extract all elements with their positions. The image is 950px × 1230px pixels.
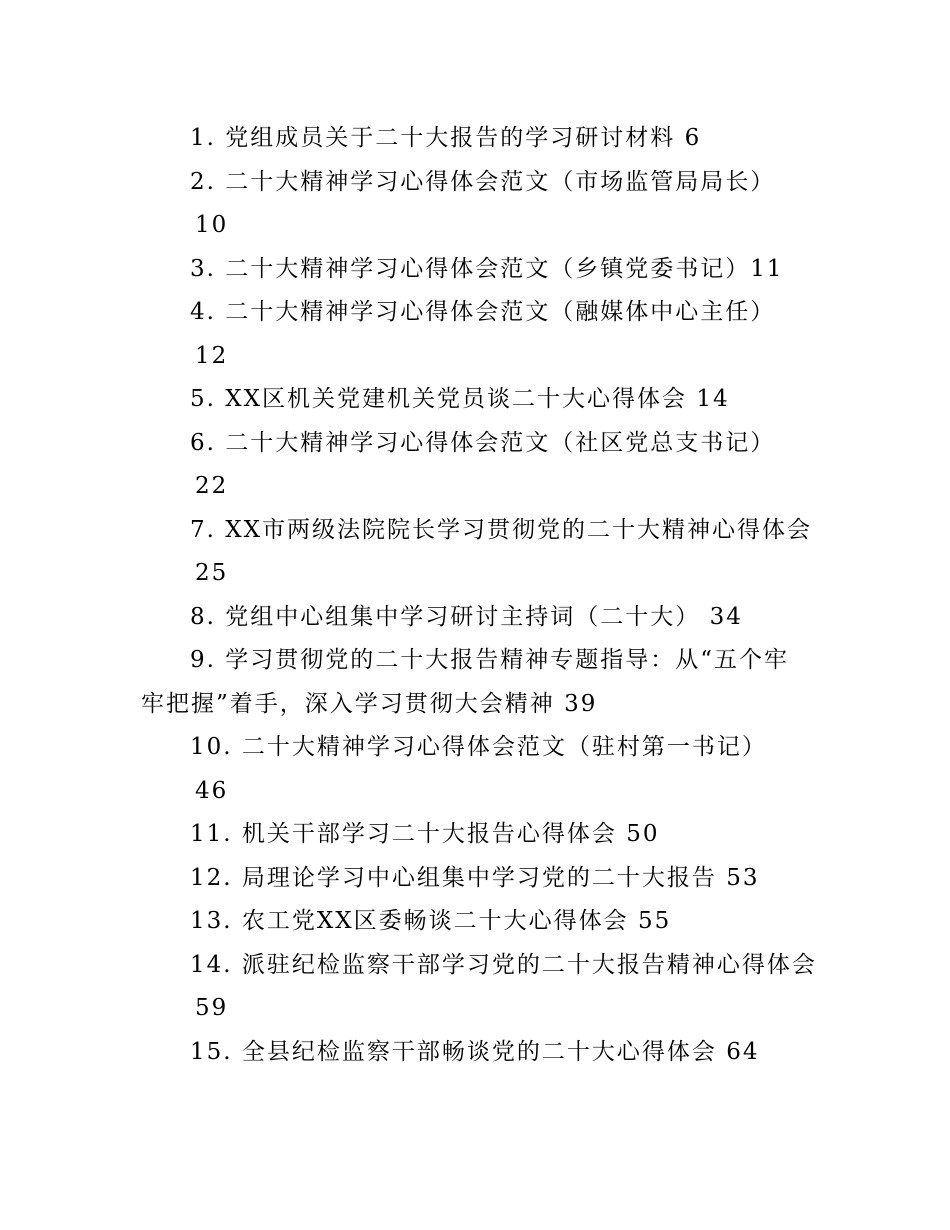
toc-entry-14: 14. 派驻纪检监察干部学习党的二十大报告精神心得体会	[190, 952, 817, 978]
toc-entry-5: 5. XX区机关党建机关党员谈二十大心得体会 14	[190, 386, 730, 412]
toc-entry-9: 9. 学习贯彻党的二十大报告精神专题指导：从“五个牢	[190, 647, 790, 673]
toc-entry-14-page: 59	[195, 995, 229, 1021]
toc-entry-12: 12. 局理论学习中心组集中学习党的二十大报告 53	[190, 865, 760, 891]
toc-entry-9-continued: 牢把握”着手，深入学习贯彻大会精神 39	[141, 691, 598, 717]
toc-entry-2: 2. 二十大精神学习心得体会范文（市场监管局局长）	[190, 169, 776, 195]
toc-entry-6: 6. 二十大精神学习心得体会范文（社区党总支书记）	[190, 430, 776, 456]
toc-entry-7: 7. XX市两级法院院长学习贯彻党的二十大精神心得体会	[190, 517, 813, 543]
toc-entry-3: 3. 二十大精神学习心得体会范文（乡镇党委书记）11	[190, 256, 784, 282]
toc-entry-4-page: 12	[195, 343, 229, 369]
toc-entry-7-page: 25	[195, 560, 229, 586]
toc-entry-15: 15. 全县纪检监察干部畅谈党的二十大心得体会 64	[190, 1039, 760, 1065]
toc-entry-2-page: 10	[195, 212, 229, 238]
toc-entry-10-page: 46	[195, 778, 229, 804]
toc-entry-13: 13. 农工党XX区委畅谈二十大心得体会 55	[190, 908, 672, 934]
toc-entry-8: 8. 党组中心组集中学习研讨主持词（二十大） 34	[190, 604, 743, 630]
toc-entry-1: 1. 党组成员关于二十大报告的学习研讨材料 6	[190, 125, 702, 151]
toc-entry-6-page: 22	[195, 473, 229, 499]
toc-entry-10: 10. 二十大精神学习心得体会范文（驻村第一书记）	[190, 734, 767, 760]
toc-entry-11: 11. 机关干部学习二十大报告心得体会 50	[190, 821, 660, 847]
toc-entry-4: 4. 二十大精神学习心得体会范文（融媒体中心主任）	[190, 299, 776, 325]
